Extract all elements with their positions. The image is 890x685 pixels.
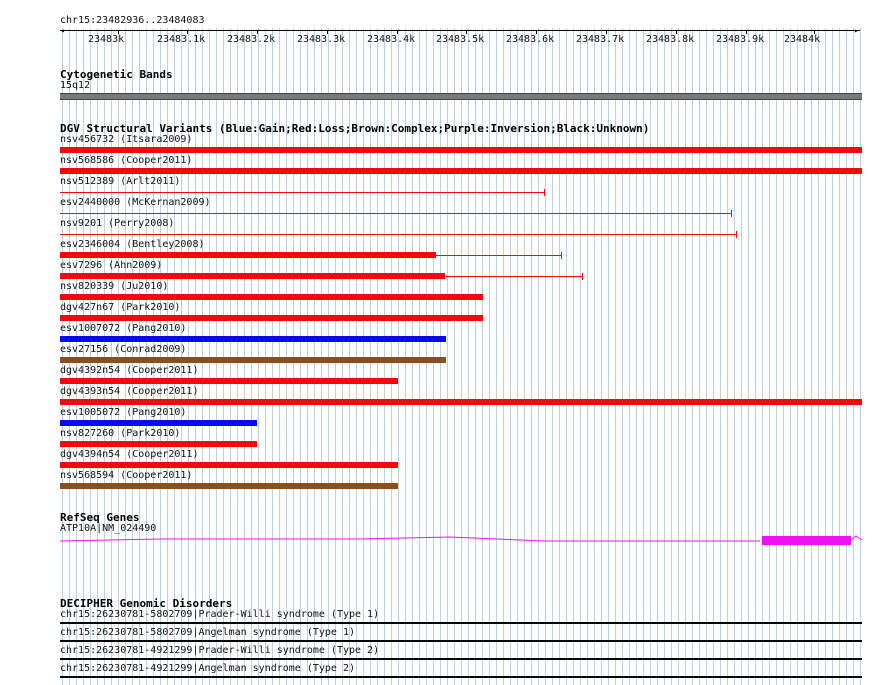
- decipher-label: chr15:26230781-5802709|Prader-Willi syndrome (Type 1): [60, 609, 380, 620]
- variant-bar[interactable]: [60, 378, 398, 384]
- grid-line: [671, 28, 672, 685]
- variant-label: esv1005072 (Pang2010): [60, 407, 187, 418]
- variant-bar[interactable]: [60, 462, 398, 468]
- variant-label: dgv4394n54 (Cooper2011): [60, 449, 199, 460]
- gene-exon: [762, 536, 851, 545]
- variant-label: nsv820339 (Ju2010): [60, 281, 169, 292]
- variant-label: esv7296 (Ahn2009): [60, 260, 163, 271]
- ruler-tick-label: 23483.4k: [367, 34, 416, 45]
- refseq-track-title[interactable]: RefSeq Genes: [60, 511, 140, 524]
- variant-label: esv27156 (Conrad2009): [60, 344, 187, 355]
- variant-bar[interactable]: [60, 441, 257, 447]
- cytoband-bar[interactable]: [60, 93, 862, 100]
- variant-label: nsv9201 (Perry2008): [60, 218, 175, 229]
- variant-label: dgv4392n54 (Cooper2011): [60, 365, 199, 376]
- variant-bar[interactable]: [60, 483, 398, 489]
- grid-line: [853, 28, 854, 685]
- grid-line: [713, 28, 714, 685]
- grid-line: [741, 28, 742, 685]
- decipher-label: chr15:26230781-5802709|Angelman syndrome (Type 1): [60, 627, 356, 638]
- ruler-tick-label: 23483.6k: [506, 34, 555, 45]
- grid-line: [657, 28, 658, 685]
- grid-line: [720, 28, 721, 685]
- variant-label: dgv4393n54 (Cooper2011): [60, 386, 199, 397]
- variant-end-cap: [736, 231, 737, 238]
- ruler-tick-label: 23483.7k: [576, 34, 625, 45]
- dgv-track-title[interactable]: DGV Structural Variants (Blue:Gain;Red:Loss;Brown:Complex;Purple:Inversion;Black:Unknown): [60, 122, 650, 135]
- grid-line: [776, 28, 777, 685]
- variant-extent-line[interactable]: [60, 192, 545, 193]
- variant-end-cap: [731, 210, 732, 217]
- decipher-region-bar[interactable]: [60, 676, 862, 678]
- grid-line: [755, 28, 756, 685]
- grid-line: [692, 28, 693, 685]
- variant-label: dgv427n67 (Park2010): [60, 302, 181, 313]
- grid-line: [748, 28, 749, 685]
- ruler-tick-label: 23483.8k: [646, 34, 695, 45]
- decipher-region-bar[interactable]: [60, 658, 862, 660]
- refseq-gene-label: ATP10A|NM_024490: [60, 523, 157, 534]
- grid-line: [797, 28, 798, 685]
- grid-line: [783, 28, 784, 685]
- ruler-tick-label: 23483.2k: [227, 34, 276, 45]
- decipher-label: chr15:26230781-4921299|Angelman syndrome (Type 2): [60, 663, 356, 674]
- variant-bar[interactable]: [60, 357, 446, 363]
- variant-label: nsv827260 (Park2010): [60, 428, 181, 439]
- variant-label: nsv456732 (Itsara2009): [60, 134, 193, 145]
- grid-line: [685, 28, 686, 685]
- variant-bar[interactable]: [60, 168, 862, 174]
- ruler-tick-label: 23483k: [88, 34, 125, 45]
- ruler-axis: [60, 30, 860, 31]
- ruler-tick-label: 23483.9k: [716, 34, 765, 45]
- grid-line: [664, 28, 665, 685]
- refseq-gene-model[interactable]: [0, 530, 890, 550]
- grid-line: [825, 28, 826, 685]
- variant-extent-line[interactable]: [445, 276, 583, 277]
- variant-bar[interactable]: [60, 252, 436, 258]
- cytoband-label: 15q12: [60, 80, 91, 91]
- variant-end-cap: [544, 189, 545, 196]
- grid-line: [769, 28, 770, 685]
- variant-extent-line[interactable]: [60, 234, 737, 235]
- variant-bar[interactable]: [60, 399, 862, 405]
- grid-line: [804, 28, 805, 685]
- ruler-right-arrow: ▸: [854, 26, 859, 35]
- grid-line: [727, 28, 728, 685]
- variant-bar[interactable]: [60, 420, 257, 426]
- gene-end-line: [851, 536, 862, 540]
- variant-bar[interactable]: [60, 294, 483, 300]
- grid-line: [762, 28, 763, 685]
- variant-bar[interactable]: [60, 147, 862, 153]
- grid-line: [678, 28, 679, 685]
- ruler-tick-label: 23483.3k: [297, 34, 346, 45]
- grid-line: [832, 28, 833, 685]
- variant-bar[interactable]: [60, 315, 483, 321]
- grid-line: [846, 28, 847, 685]
- variant-extent-line[interactable]: [436, 255, 562, 256]
- ruler-tick-label: 23483.5k: [436, 34, 485, 45]
- grid-line: [650, 28, 651, 685]
- decipher-region-bar[interactable]: [60, 640, 862, 642]
- ruler-tick-label: 23484k: [784, 34, 821, 45]
- cytoband-track-title[interactable]: Cytogenetic Bands: [60, 68, 173, 81]
- grid-line: [818, 28, 819, 685]
- grid-line: [811, 28, 812, 685]
- ruler-tick-label: 23483.1k: [157, 34, 206, 45]
- gene-intron-line: [60, 537, 760, 541]
- variant-end-cap: [582, 273, 583, 280]
- grid-line: [706, 28, 707, 685]
- grid-line: [734, 28, 735, 685]
- decipher-region-bar[interactable]: [60, 622, 862, 624]
- ruler-left-arrow: ◂: [60, 26, 65, 35]
- variant-extent-line[interactable]: [60, 213, 732, 214]
- grid-line: [839, 28, 840, 685]
- variant-label: nsv568594 (Cooper2011): [60, 470, 193, 481]
- variant-end-cap: [561, 252, 562, 259]
- decipher-track-title[interactable]: DECIPHER Genomic Disorders: [60, 597, 233, 610]
- variant-label: nsv512389 (Arlt2011): [60, 176, 181, 187]
- variant-label: esv2346004 (Bentley2008): [60, 239, 205, 250]
- variant-bar[interactable]: [60, 336, 446, 342]
- grid-line: [699, 28, 700, 685]
- grid-line: [790, 28, 791, 685]
- decipher-label: chr15:26230781-4921299|Prader-Willi syndrome (Type 2): [60, 645, 380, 656]
- variant-bar[interactable]: [60, 273, 445, 279]
- variant-label: esv1007072 (Pang2010): [60, 323, 187, 334]
- variant-label: esv2440000 (McKernan2009): [60, 197, 211, 208]
- grid-line: [860, 28, 861, 685]
- coordinate-label: chr15:23482936..23484083: [60, 15, 205, 26]
- variant-label: nsv568586 (Cooper2011): [60, 155, 193, 166]
